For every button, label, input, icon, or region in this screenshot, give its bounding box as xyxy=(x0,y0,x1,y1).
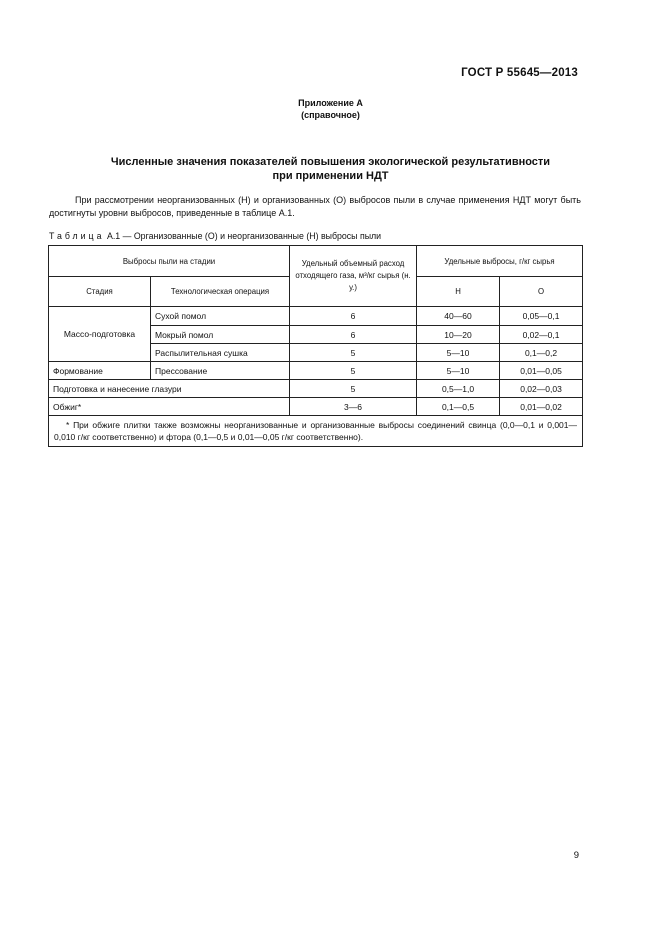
table-header-row-1 xyxy=(49,246,583,277)
table-caption xyxy=(49,231,381,241)
cell-stage: Обжиг* xyxy=(49,398,290,416)
cell-o: 0,01—0,05 xyxy=(500,362,583,380)
cell-volume: 6 xyxy=(290,307,417,326)
cell-n: 0,1—0,5 xyxy=(417,398,500,416)
header-o: О xyxy=(500,277,583,307)
emissions-table xyxy=(48,245,583,447)
table-note-text: * При обжиге плитки также возможны неорганизованные и организованные выбросы соединений свинца (0,0—0,1 и 0,001—0,010 г/кг соответственно) и фтора (0,1—0,5 и 0,01—0,05 г/кг соответственно). xyxy=(54,420,578,442)
header-stage: Стадия xyxy=(49,277,151,307)
cell-volume: 5 xyxy=(290,344,417,362)
appendix-subtitle: (справочное) xyxy=(301,110,360,120)
cell-stage: Формование xyxy=(49,362,151,380)
cell-n: 5—10 xyxy=(417,344,500,362)
table-note-row xyxy=(49,416,583,447)
table-row xyxy=(49,380,583,398)
cell-o: 0,02—0,1 xyxy=(500,326,583,344)
section-heading-line-2: при применении НДТ xyxy=(272,170,389,182)
cell-volume: 5 xyxy=(290,362,417,380)
standard-number: ГОСТ Р 55645—2013 xyxy=(461,67,578,79)
page-number: 9 xyxy=(573,850,579,861)
cell-operation: Мокрый помол xyxy=(151,326,290,344)
header-operation: Технологическая операция xyxy=(151,277,290,307)
table-row xyxy=(49,398,583,416)
cell-operation: Прессование xyxy=(151,362,290,380)
cell-o: 0,01—0,02 xyxy=(500,398,583,416)
header-specific-emissions: Удельные выбросы, г/кг сырья xyxy=(417,246,583,277)
cell-n: 40—60 xyxy=(417,307,500,326)
appendix-title: Приложение А xyxy=(298,98,363,108)
cell-volume: 6 xyxy=(290,326,417,344)
cell-stage: Массо-подготовка xyxy=(49,307,151,362)
table-note xyxy=(49,416,583,447)
section-heading xyxy=(0,155,661,183)
header-n: Н xyxy=(417,277,500,307)
cell-stage: Подготовка и нанесение глазури xyxy=(49,380,290,398)
cell-volume: 3—6 xyxy=(290,398,417,416)
cell-o: 0,05—0,1 xyxy=(500,307,583,326)
cell-n: 5—10 xyxy=(417,362,500,380)
table-row xyxy=(49,307,583,326)
header-gas-volume: Удельный объемный расход отходящего газа, м³/кг сырья (н. у.) xyxy=(290,246,417,307)
cell-operation: Распылительная сушка xyxy=(151,344,290,362)
table-row xyxy=(49,362,583,380)
table-caption-prefix: Таблица xyxy=(49,231,105,241)
cell-n: 10—20 xyxy=(417,326,500,344)
intro-paragraph: При рассмотрении неорганизованных (Н) и организованных (О) выбросов пыли в случае применения НДТ могут быть достигнуты уровни выбросов, приведенные в таблице А.1. xyxy=(49,195,581,218)
cell-o: 0,02—0,03 xyxy=(500,380,583,398)
section-heading-line-1: Численные значения показателей повышения экологической результативности xyxy=(110,156,551,168)
cell-o: 0,1—0,2 xyxy=(500,344,583,362)
cell-n: 0,5—1,0 xyxy=(417,380,500,398)
cell-volume: 5 xyxy=(290,380,417,398)
table-caption-text: А.1 — Организованные (О) и неорганизованные (Н) выбросы пыли xyxy=(106,231,382,241)
cell-operation: Сухой помол xyxy=(151,307,290,326)
header-stage-group: Выбросы пыли на стадии xyxy=(49,246,290,277)
